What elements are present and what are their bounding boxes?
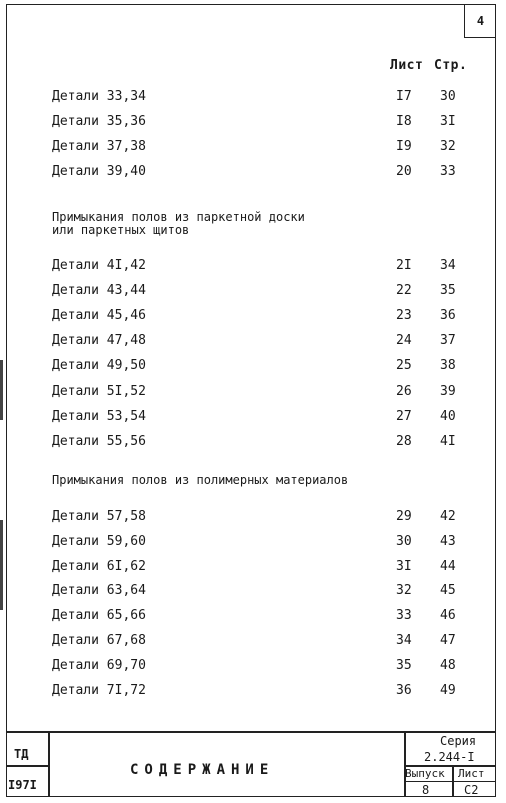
- detail-label: Детали 45,46: [52, 308, 146, 324]
- issue-value: 8: [422, 783, 430, 797]
- page-column-header: Стр.: [434, 58, 468, 73]
- detail-label: Детали 65,66: [52, 608, 146, 624]
- page-number-cell: 37: [440, 333, 456, 349]
- page-number-cell: 49: [440, 682, 456, 698]
- contents-row: [0, 89, 506, 109]
- detail-label: Детали 37,38: [52, 139, 146, 154]
- page-number-cell: 48: [440, 657, 456, 673]
- contents-row: [0, 308, 506, 328]
- contents-row: [0, 633, 506, 653]
- sheet-number: I8: [396, 114, 412, 129]
- contents-row: [0, 583, 506, 603]
- detail-label: Детали 57,58: [52, 509, 146, 524]
- series-value: 2.244-I: [424, 750, 475, 764]
- detail-label: Детали 67,68: [52, 633, 146, 648]
- section-heading-line: или паркетных щитов: [52, 223, 190, 237]
- contents-row: [0, 384, 506, 404]
- page-number-cell: 47: [440, 633, 456, 648]
- sheet-value: С2: [464, 783, 479, 797]
- sheet-number: I9: [396, 139, 412, 154]
- detail-label: Детали 33,34: [52, 89, 146, 104]
- page-number-cell: 33: [440, 164, 456, 179]
- contents-row: [0, 434, 506, 454]
- detail-label: Детали 59,60: [52, 533, 146, 549]
- page-number-cell: 3I: [440, 114, 456, 129]
- page-number-cell: 34: [440, 258, 456, 273]
- detail-label: Детали 53,54: [52, 408, 146, 424]
- page-number-cell: 39: [440, 383, 456, 399]
- section-heading-line: Примыкания полов из паркетной доски: [52, 210, 305, 224]
- page-number-cell: 44: [440, 558, 456, 574]
- issue-label: Выпуск: [405, 767, 445, 780]
- sheet-number: 23: [396, 308, 412, 324]
- document-title: СОДЕРЖАНИЕ: [130, 762, 275, 778]
- detail-label: Детали 4I,42: [52, 258, 146, 273]
- sheet-number: 22: [396, 283, 412, 299]
- detail-label: Детали 55,56: [52, 433, 146, 449]
- detail-label: Детали 39,40: [52, 164, 146, 179]
- detail-label: Детали 69,70: [52, 657, 146, 673]
- page-number-cell: 42: [440, 509, 456, 524]
- contents-row: [0, 534, 506, 554]
- page-number-cell: 45: [440, 583, 456, 599]
- sheet-number: 29: [396, 509, 412, 524]
- year: I97I: [8, 778, 37, 792]
- contents-row: [0, 283, 506, 303]
- series-label: Серия: [440, 734, 477, 748]
- detail-label: Детали 63,64: [52, 583, 146, 599]
- sheet-column-header: Лист: [390, 58, 424, 73]
- sheet-number: 20: [396, 164, 412, 179]
- page-number-cell: 43: [440, 533, 456, 549]
- page-number-cell: 4I: [440, 433, 456, 449]
- detail-label: Детали 7I,72: [52, 682, 146, 698]
- contents-row: [0, 139, 506, 159]
- contents-row: [0, 409, 506, 429]
- detail-label: Детали 5I,52: [52, 383, 146, 399]
- sheet-number: 3I: [396, 558, 412, 574]
- page-number-cell: 32: [440, 139, 456, 154]
- contents-row: [0, 358, 506, 378]
- contents-row: [0, 559, 506, 579]
- sheet-number: 30: [396, 533, 412, 549]
- detail-label: Детали 49,50: [52, 358, 146, 374]
- detail-label: Детали 47,48: [52, 333, 146, 349]
- page-number-cell: 30: [440, 89, 456, 104]
- contents-row: [0, 164, 506, 184]
- page-number: 4: [464, 4, 496, 38]
- page-number-cell: 46: [440, 608, 456, 624]
- detail-label: Детали 6I,62: [52, 558, 146, 574]
- sheet-number: I7: [396, 89, 412, 104]
- contents-row: [0, 258, 506, 278]
- page-number-cell: 36: [440, 308, 456, 324]
- contents-row: [0, 658, 506, 678]
- sheet-number: 33: [396, 608, 412, 624]
- contents-row: [0, 333, 506, 353]
- sheet-label: Лист: [458, 767, 485, 780]
- sheet-number: 32: [396, 583, 412, 599]
- section-heading-parquet: [52, 211, 305, 237]
- detail-label: Детали 43,44: [52, 283, 146, 299]
- contents-row: [0, 509, 506, 529]
- page-number-cell: 40: [440, 408, 456, 424]
- sheet-number: 27: [396, 408, 412, 424]
- contents-row: [0, 683, 506, 703]
- sheet-number: 34: [396, 633, 412, 648]
- sheet-number: 25: [396, 358, 412, 374]
- detail-label: Детали 35,36: [52, 114, 146, 129]
- section-heading-line: Примыкания полов из полимерных материалов: [52, 473, 349, 487]
- page-number-cell: 35: [440, 283, 456, 299]
- contents-row: [0, 608, 506, 628]
- sheet-number: 2I: [396, 258, 412, 273]
- section-heading-polymer: [52, 474, 348, 487]
- sheet-number: 35: [396, 657, 412, 673]
- sheet-number: 28: [396, 433, 412, 449]
- org-code: ТД: [14, 747, 29, 761]
- contents-row: [0, 114, 506, 134]
- page-number-cell: 38: [440, 358, 456, 374]
- sheet-number: 26: [396, 383, 412, 399]
- sheet-number: 24: [396, 333, 412, 349]
- sheet-number: 36: [396, 682, 412, 698]
